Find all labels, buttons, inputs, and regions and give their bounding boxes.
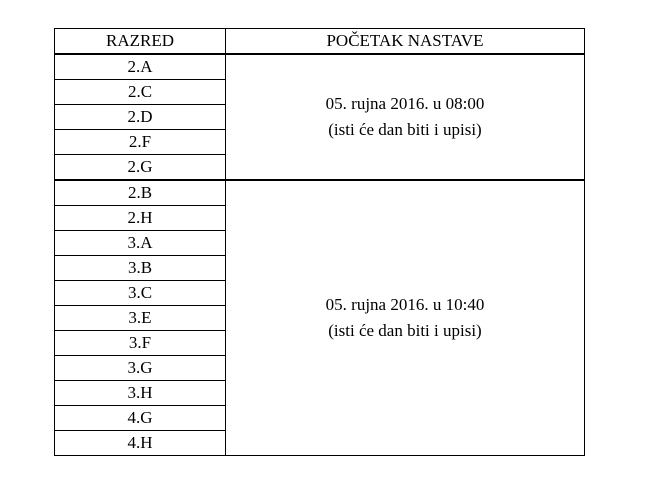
class-cell: 3.E bbox=[55, 306, 226, 331]
start-time-cell-group-1 bbox=[226, 54, 585, 180]
start-time-date: 05. rujna 2016. u 08:00 bbox=[325, 94, 485, 113]
class-cell: 3.G bbox=[55, 356, 226, 381]
class-cell: 2.D bbox=[55, 105, 226, 130]
table-row bbox=[55, 180, 585, 206]
start-time-note: (isti će dan biti i upisi) bbox=[328, 321, 482, 340]
class-cell: 3.B bbox=[55, 256, 226, 281]
class-cell: 3.F bbox=[55, 331, 226, 356]
class-cell: 2.A bbox=[55, 54, 226, 80]
schedule-table bbox=[54, 28, 585, 456]
class-cell: 4.H bbox=[55, 431, 226, 456]
class-cell: 2.C bbox=[55, 80, 226, 105]
header-class: RAZRED bbox=[55, 29, 226, 55]
class-cell: 2.B bbox=[55, 180, 226, 206]
class-cell: 4.G bbox=[55, 406, 226, 431]
table-row bbox=[55, 54, 585, 80]
start-time-date: 05. rujna 2016. u 10:40 bbox=[325, 295, 485, 314]
class-cell: 2.G bbox=[55, 155, 226, 181]
header-start: POČETAK NASTAVE bbox=[226, 29, 585, 55]
header-row bbox=[55, 29, 585, 55]
class-cell: 3.H bbox=[55, 381, 226, 406]
class-cell: 3.C bbox=[55, 281, 226, 306]
class-cell: 2.F bbox=[55, 130, 226, 155]
class-cell: 2.H bbox=[55, 206, 226, 231]
start-time-note: (isti će dan biti i upisi) bbox=[328, 120, 482, 139]
class-cell: 3.A bbox=[55, 231, 226, 256]
start-time-cell-group-2 bbox=[226, 180, 585, 456]
